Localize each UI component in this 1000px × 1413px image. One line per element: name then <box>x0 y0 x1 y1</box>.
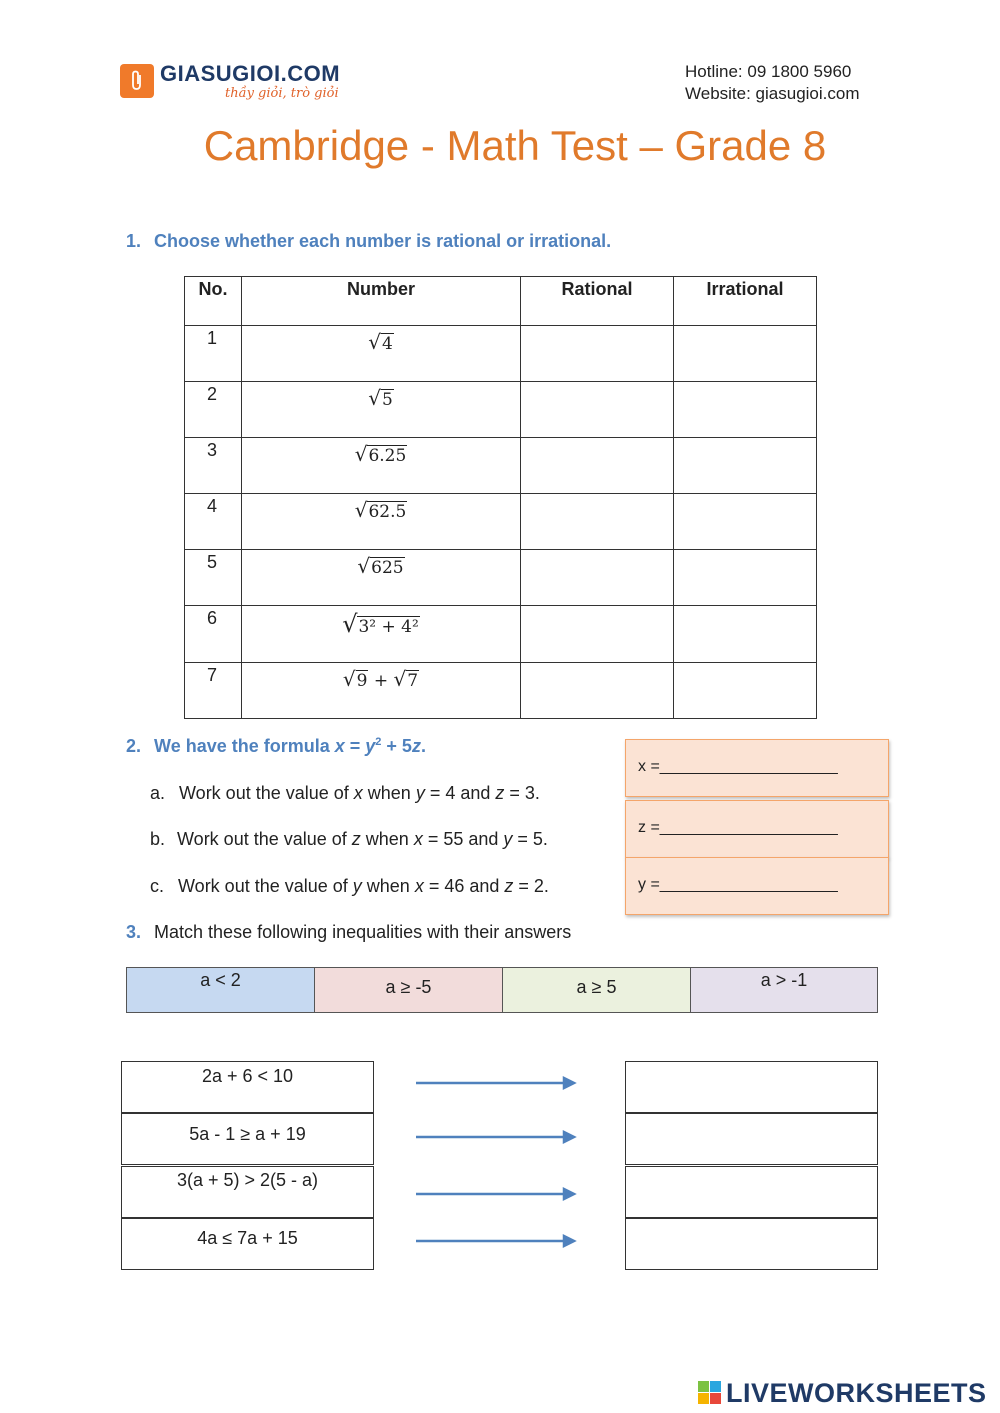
table-row <box>185 438 817 494</box>
rational-cell[interactable] <box>521 663 674 719</box>
logo-icon <box>120 64 154 98</box>
rational-cell[interactable] <box>521 382 674 438</box>
row-no: 7 <box>185 663 242 719</box>
hotline: Hotline: 09 1800 5960 <box>685 62 852 81</box>
irrational-cell[interactable] <box>674 438 817 494</box>
match-answer-slot[interactable] <box>625 1061 878 1113</box>
match-arrows <box>410 1070 585 1255</box>
brand-name: GIASUGIOI.COM <box>160 61 341 86</box>
row-no: 3 <box>185 438 242 494</box>
answer-option[interactable]: a < 2 <box>126 967 315 1013</box>
table-row <box>185 382 817 438</box>
rational-table <box>184 276 817 719</box>
inequality-item: 3(a + 5) > 2(5 - a) <box>121 1166 374 1218</box>
match-answer-slot[interactable] <box>625 1218 878 1270</box>
table-row <box>185 663 817 719</box>
inequality-item: 2a + 6 < 10 <box>121 1061 374 1113</box>
irrational-cell[interactable] <box>674 494 817 550</box>
q2-title: 2. We have the formula $x = y^2 + 5z$. <box>126 736 426 756</box>
rational-cell[interactable] <box>521 438 674 494</box>
header-rational: Rational <box>521 277 674 326</box>
irrational-cell[interactable] <box>674 550 817 606</box>
q2-item-a: a. Work out the value of x when y = 4 and z = 3. <box>150 783 540 803</box>
inequality-item: 5a - 1 ≥ a + 19 <box>121 1113 374 1165</box>
q2-item-b: b. Work out the value of z when x = 55 and y = 5. <box>150 829 548 849</box>
row-no: 4 <box>185 494 242 550</box>
contact-info <box>685 61 860 105</box>
answer-option[interactable]: a > -1 <box>690 967 878 1013</box>
answer-box-y[interactable]: y =____________________ <box>625 857 889 915</box>
row-no: 6 <box>185 606 242 663</box>
row-no: 1 <box>185 326 242 382</box>
q3-title <box>126 922 571 943</box>
row-number: √625 <box>242 550 521 606</box>
rational-cell[interactable] <box>521 326 674 382</box>
row-number: √6.25 <box>242 438 521 494</box>
q1-prompt: Choose whether each number is rational or irrational. <box>154 231 612 251</box>
row-no: 5 <box>185 550 242 606</box>
table-row <box>185 550 817 606</box>
liveworksheets-logo-icon <box>698 1381 722 1405</box>
irrational-cell[interactable] <box>674 326 817 382</box>
answer-box-z[interactable]: z =____________________ <box>625 800 889 858</box>
table-header-row <box>185 277 817 326</box>
answer-box-x[interactable]: x =____________________ <box>625 739 889 797</box>
arrow-head-icon <box>564 1132 574 1142</box>
rational-cell[interactable] <box>521 606 674 663</box>
row-number: √5 <box>242 382 521 438</box>
arrow-head-icon <box>564 1236 574 1246</box>
header-number: Number <box>242 277 521 326</box>
arrow-head-icon <box>564 1078 574 1088</box>
table-row <box>185 494 817 550</box>
irrational-cell[interactable] <box>674 606 817 663</box>
answer-option[interactable]: a ≥ 5 <box>502 967 691 1013</box>
table-row <box>185 606 817 663</box>
answer-option[interactable]: a ≥ -5 <box>314 967 503 1013</box>
row-number: √3² + 4² <box>242 606 521 663</box>
header-no: No. <box>185 277 242 326</box>
page-title: Cambridge - Math Test – Grade 8 <box>203 122 827 169</box>
arrow-head-icon <box>564 1189 574 1199</box>
inequality-item: 4a ≤ 7a + 15 <box>121 1218 374 1270</box>
rational-cell[interactable] <box>521 550 674 606</box>
header-irrational: Irrational <box>674 277 817 326</box>
q3-number: 3. <box>126 922 142 942</box>
row-number: √4 <box>242 326 521 382</box>
row-number: √9 + √7 <box>242 663 521 719</box>
brand-slogan: thầy giỏi, trò giỏi <box>225 86 339 101</box>
row-number: √62.5 <box>242 494 521 550</box>
row-no: 2 <box>185 382 242 438</box>
q2-item-c: c. Work out the value of y when x = 46 and z = 2. <box>150 876 549 896</box>
table-row <box>185 326 817 382</box>
rational-cell[interactable] <box>521 494 674 550</box>
match-answer-slot[interactable] <box>625 1113 878 1165</box>
q3-prompt: Match these following inequalities with their answers <box>154 922 572 942</box>
q1-number: 1. <box>126 231 142 251</box>
q2-number: 2. <box>126 736 142 756</box>
irrational-cell[interactable] <box>674 663 817 719</box>
q1-title <box>126 231 611 252</box>
website: Website: giasugioi.com <box>685 84 860 103</box>
irrational-cell[interactable] <box>674 382 817 438</box>
match-answer-slot[interactable] <box>625 1166 878 1218</box>
footer-brand: LIVEWORKSHEETS <box>726 1378 987 1408</box>
